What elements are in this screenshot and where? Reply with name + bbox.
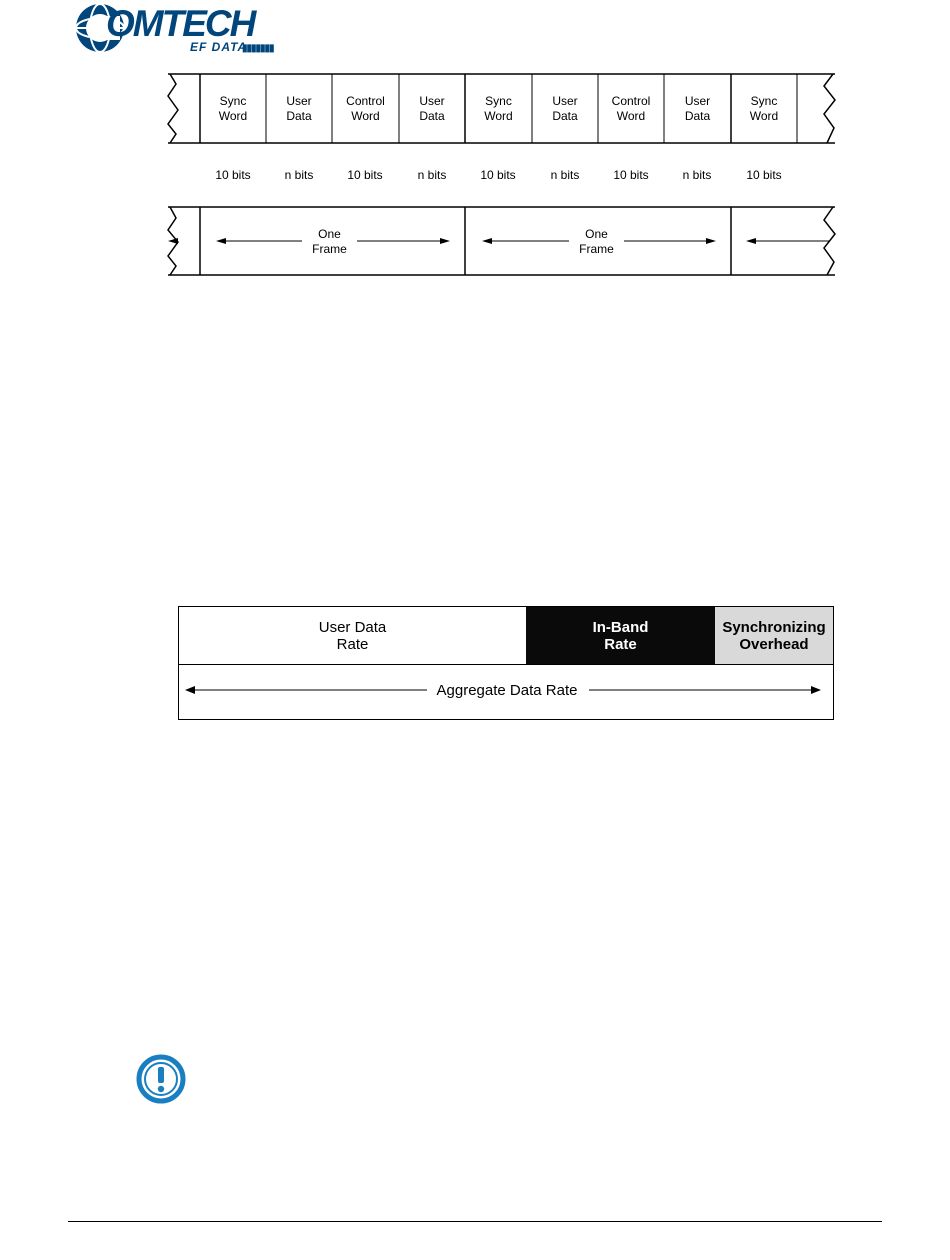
cell-control-word: Control Word (611, 94, 651, 123)
cell-user-data: User Data (684, 94, 711, 123)
data-rate-diagram (178, 606, 834, 720)
bits-label: 10 bits (746, 168, 782, 182)
bits-label: 10 bits (215, 168, 251, 182)
cell-user-data: User Data (419, 94, 445, 123)
in-band-rate-cell: In-Band Rate (526, 607, 715, 664)
frame-structure-diagram (0, 0, 950, 300)
bits-label: 10 bits (480, 168, 516, 182)
cell-sync-word: Sync Word (484, 94, 513, 123)
cell-sync-word: Sync Word (749, 94, 779, 123)
cell-sync-word: Sync Word (218, 94, 248, 123)
cell-user-data: User Data (552, 94, 578, 123)
frame-label: One Frame (302, 227, 357, 257)
bits-label: n bits (682, 168, 712, 182)
cell-control-word: Control Word (346, 94, 385, 123)
logo-wordmark: OMTECH (106, 3, 255, 44)
bits-label: n bits (284, 168, 314, 182)
bits-label: n bits (417, 168, 447, 182)
logo-subtitle: EF DATA (190, 40, 248, 54)
synchronizing-overhead-cell: Synchronizing Overhead (715, 607, 833, 664)
alert-icon (136, 1054, 186, 1104)
bits-label: 10 bits (347, 168, 383, 182)
frame-diagram-lines (0, 0, 950, 300)
user-data-rate-cell: User Data Rate (179, 607, 526, 664)
aggregate-data-rate-label: Aggregate Data Rate (427, 682, 587, 699)
bits-label: n bits (550, 168, 580, 182)
frame-label: One Frame (569, 227, 624, 257)
bits-label: 10 bits (613, 168, 649, 182)
logo-bars: ▮▮▮▮▮▮▮ (242, 43, 274, 54)
cell-user-data: User Data (286, 94, 312, 123)
footer-rule (68, 1221, 882, 1222)
